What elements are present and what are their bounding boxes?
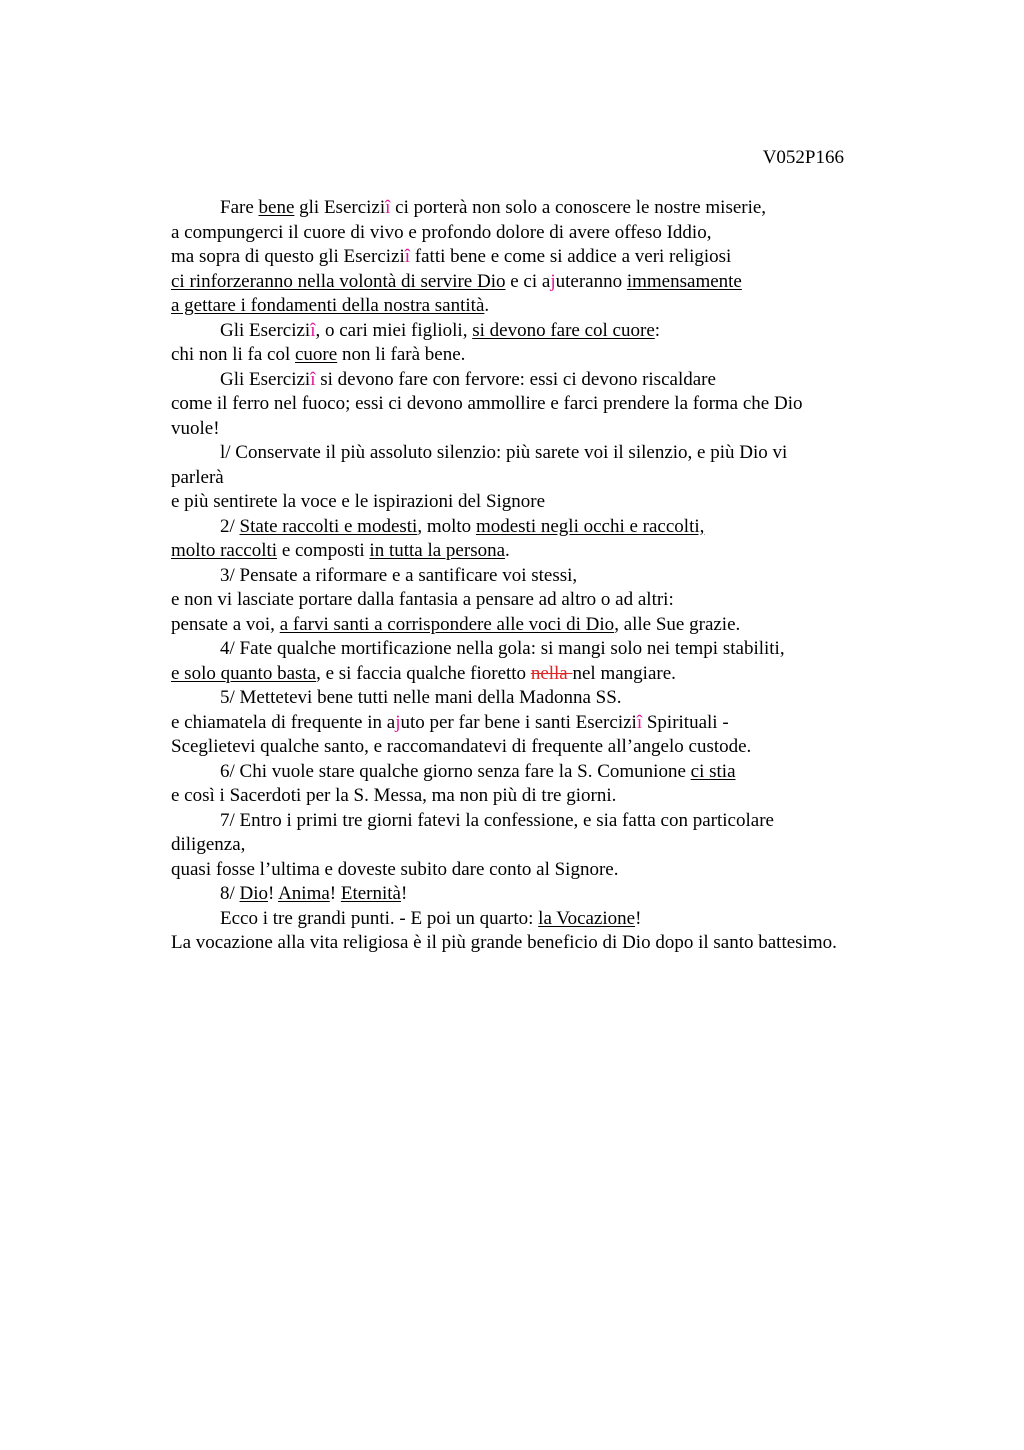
text-segment: vuole! bbox=[171, 417, 220, 439]
text-segment: si devono fare con fervore: essi ci devono riscaldare bbox=[315, 368, 716, 390]
text-segment: 8/ bbox=[220, 883, 240, 904]
text-segment: quasi fosse l’ultima e doveste subito dare conto al Signore. bbox=[171, 858, 619, 880]
highlighted-char: j bbox=[550, 270, 556, 292]
text-segment: ! bbox=[401, 883, 408, 904]
text-segment: e composti bbox=[277, 540, 370, 561]
text-segment: uto per far bene i santi Esercizi bbox=[400, 711, 637, 733]
text-segment: ! bbox=[329, 883, 341, 904]
text-line bbox=[171, 760, 951, 785]
document-body bbox=[171, 196, 951, 956]
underlined-text: bene bbox=[258, 197, 295, 218]
text-segment: 4/ Fate qualche mortificazione nella gola: si mangi solo nei tempi stabiliti, bbox=[220, 638, 785, 659]
underlined-text: Anima bbox=[278, 883, 330, 904]
underlined-text: immensamente bbox=[626, 270, 742, 292]
text-segment: Sceglietevi qualche santo, e raccomandatevi di frequente all’angelo custode. bbox=[171, 736, 752, 757]
text-line bbox=[171, 858, 951, 883]
underlined-text: a gettare i fondamenti della nostra santità bbox=[171, 295, 485, 316]
text-line bbox=[171, 564, 951, 589]
highlighted-char: î bbox=[404, 246, 411, 267]
text-segment: Ecco i tre grandi punti. - E poi un quarto: bbox=[220, 907, 539, 929]
text-line bbox=[171, 735, 951, 760]
text-segment: l/ Conservate il più assoluto silenzio: più sarete voi il silenzio, e più Dio vi bbox=[220, 442, 788, 463]
text-line bbox=[171, 196, 951, 221]
text-line bbox=[171, 613, 951, 638]
text-line bbox=[171, 662, 951, 687]
text-line bbox=[171, 221, 951, 246]
text-line bbox=[171, 392, 951, 417]
text-segment: . bbox=[505, 540, 510, 561]
page-identifier: V052P166 bbox=[762, 147, 844, 168]
underlined-text: State raccolti e modesti bbox=[239, 515, 418, 537]
highlighted-char: î bbox=[385, 197, 391, 218]
text-segment: e chiamatela di frequente in a bbox=[171, 711, 396, 733]
text-line bbox=[171, 343, 951, 368]
underlined-text: ci rinforzeranno nella volontà di servire Dio bbox=[171, 270, 506, 292]
text-segment: come il ferro nel fuoco; essi ci devono ammollire e farci prendere la forma che Dio bbox=[171, 393, 803, 414]
text-line bbox=[171, 490, 951, 515]
text-line bbox=[171, 686, 951, 711]
text-line bbox=[171, 441, 951, 466]
highlighted-char: j bbox=[395, 711, 401, 733]
text-segment: 5/ Mettetevi bene tutti nelle mani della Madonna SS. bbox=[220, 687, 622, 708]
text-segment: , alle Sue grazie. bbox=[614, 613, 741, 635]
text-line bbox=[171, 294, 951, 319]
text-segment: e ci a bbox=[505, 270, 551, 292]
underlined-text: a farvi santi a corrispondere alle voci di Dio bbox=[279, 613, 615, 635]
highlighted-char: î bbox=[636, 711, 643, 733]
text-line bbox=[171, 711, 951, 736]
text-segment: a compungerci il cuore di vivo e profondo dolore di avere offeso Iddio, bbox=[171, 221, 712, 243]
text-segment: Gli Esercizi bbox=[220, 319, 311, 341]
text-segment: e così i Sacerdoti per la S. Messa, ma non più di tre giorni. bbox=[171, 785, 617, 806]
text-line bbox=[171, 907, 951, 932]
text-segment: parlerà bbox=[171, 466, 224, 488]
text-segment: La vocazione alla vita religiosa è il più grande beneficio di Dio dopo il santo battesimo. bbox=[171, 932, 837, 953]
text-segment: gli Esercizi bbox=[294, 197, 386, 218]
highlighted-char: î bbox=[310, 368, 316, 390]
underlined-text: Eternità bbox=[340, 883, 401, 904]
underlined-text: in tutta la persona bbox=[369, 540, 506, 561]
text-segment: , molto bbox=[417, 515, 476, 537]
text-segment: Fare bbox=[220, 197, 259, 218]
text-line bbox=[171, 637, 951, 662]
underlined-text: cuore bbox=[295, 344, 338, 365]
text-segment: e più sentirete la voce e le ispirazioni del Signore bbox=[171, 491, 546, 512]
text-line bbox=[171, 368, 951, 393]
underlined-text: si devono fare col cuore bbox=[472, 319, 655, 341]
text-segment: , e si faccia qualche fioretto bbox=[316, 662, 531, 684]
text-segment: fatti bene e come si addice a veri religiosi bbox=[410, 246, 732, 267]
text-segment: chi non li fa col bbox=[171, 344, 295, 365]
text-line bbox=[171, 466, 951, 491]
underlined-text: la Vocazione bbox=[538, 907, 636, 929]
text-segment: : bbox=[654, 319, 661, 341]
deleted-text: nella bbox=[530, 662, 573, 684]
text-segment: pensate a voi, bbox=[171, 613, 280, 635]
text-segment: ! bbox=[635, 907, 642, 929]
text-segment: Gli Esercizi bbox=[220, 368, 311, 390]
text-line bbox=[171, 882, 951, 907]
text-segment: 3/ Pensate a riformare e a santificare voi stessi, bbox=[220, 564, 578, 586]
text-segment: 2/ bbox=[220, 515, 240, 537]
underlined-text: modesti negli occhi e raccolti, bbox=[475, 515, 705, 537]
text-segment: 6/ Chi vuole stare qualche giorno senza fare la S. Comunione bbox=[220, 760, 691, 782]
text-line bbox=[171, 245, 951, 270]
text-segment: ! bbox=[268, 883, 279, 904]
text-segment: ma sopra di questo gli Esercizi bbox=[171, 246, 405, 267]
text-segment: diligenza, bbox=[171, 834, 246, 855]
underlined-text: molto raccolti bbox=[171, 540, 278, 561]
text-segment: 7/ Entro i primi tre giorni fatevi la confessione, e sia fatta con particolare bbox=[220, 809, 774, 831]
underlined-text: e solo quanto basta bbox=[171, 662, 317, 684]
underlined-text: Dio bbox=[239, 883, 269, 904]
text-line bbox=[171, 588, 951, 613]
text-segment: Spirituali - bbox=[642, 711, 729, 733]
highlighted-char: î bbox=[310, 319, 316, 341]
text-line bbox=[171, 809, 951, 834]
text-line bbox=[171, 319, 951, 344]
text-line bbox=[171, 833, 951, 858]
text-line bbox=[171, 539, 951, 564]
text-line bbox=[171, 784, 951, 809]
text-line bbox=[171, 417, 951, 442]
text-line bbox=[171, 931, 951, 956]
underlined-text: ci stia bbox=[690, 760, 736, 782]
text-segment: , o cari miei figlioli, bbox=[315, 319, 473, 341]
text-segment: . bbox=[484, 295, 490, 316]
text-line bbox=[171, 270, 951, 295]
text-line bbox=[171, 515, 951, 540]
text-segment: nel mangiare. bbox=[572, 662, 676, 684]
text-segment: e non vi lasciate portare dalla fantasia a pensare ad altro o ad altri: bbox=[171, 589, 674, 610]
text-segment: ci porterà non solo a conoscere le nostre miserie, bbox=[390, 197, 767, 218]
text-segment: uteranno bbox=[555, 270, 627, 292]
text-segment: non li farà bene. bbox=[337, 344, 466, 365]
